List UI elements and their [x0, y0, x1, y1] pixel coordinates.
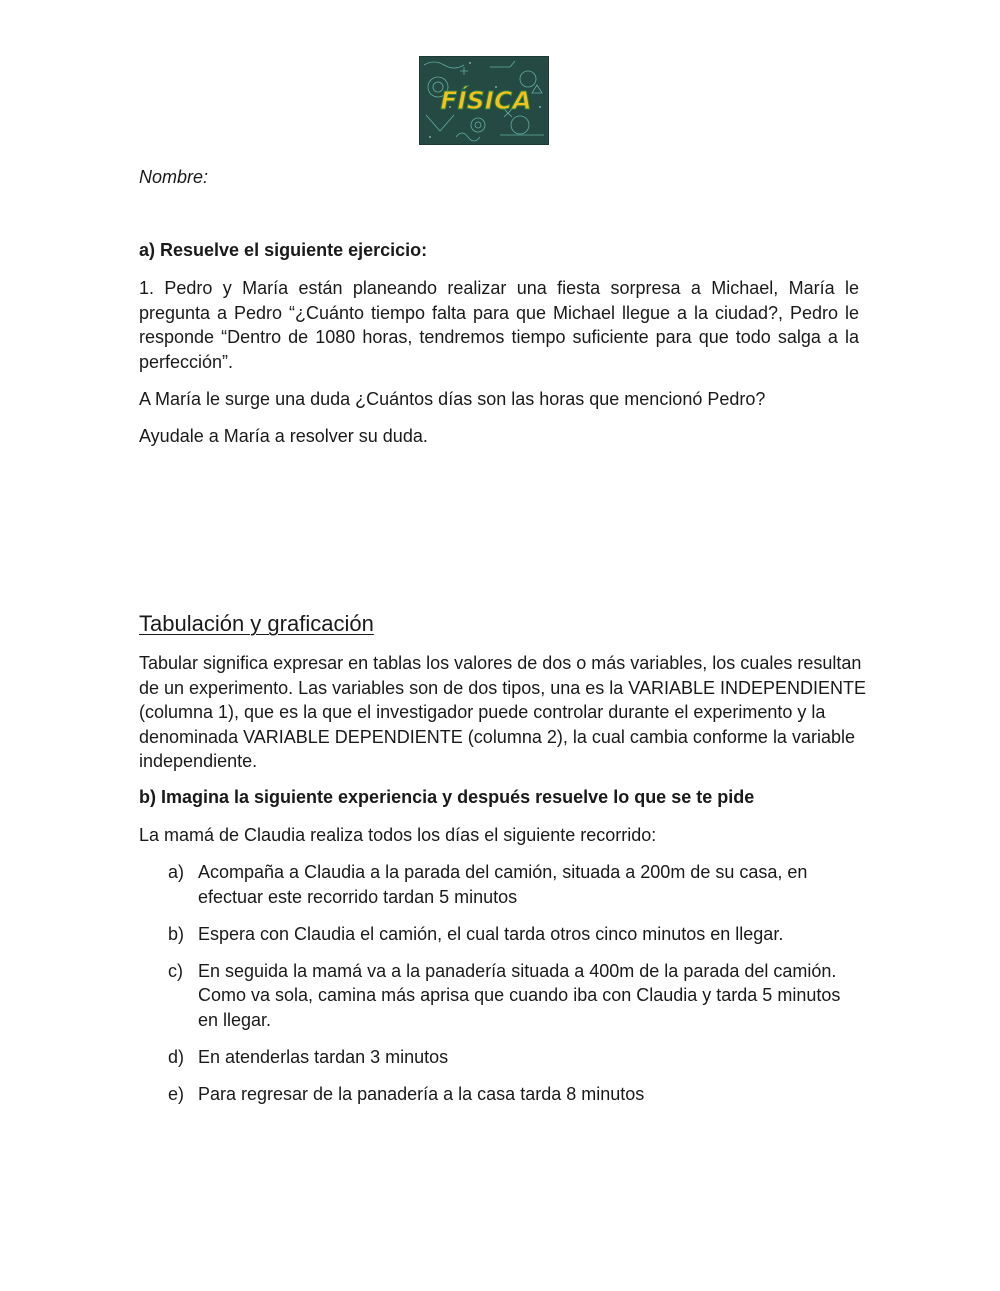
step-letter: a): [168, 862, 185, 882]
step-letter: c): [168, 960, 183, 981]
problem-question: A María le surge una duda ¿Cuántos días son las horas que mencionó Pedro?: [139, 389, 766, 409]
section-a-heading: a) Resuelve el siguiente ejercicio:: [139, 240, 428, 260]
route-step: [139, 860, 859, 909]
route-step: [139, 1082, 859, 1107]
route-step: [139, 1045, 859, 1070]
route-step: [139, 922, 859, 947]
step-letter: b): [168, 923, 185, 944]
step-text: Para regresar de la panadería a la casa tarda 8 minutos: [198, 1083, 645, 1104]
tabulacion-description: Tabular significa expresar en tablas los valores de dos o más variables, los cuales resultan de un experimento. Las variables son de dos tipos, una es la VARIABLE INDEPENDIENTE (columna 1), que es la que el investigador puede controlar durante el experimento y la denominada VARIABLE DEPENDIENTE (columna 2), la cual cambia conforme la variable independiente.: [139, 653, 867, 771]
step-text: Acompaña a Claudia a la parada del camión, situada a 200m de su casa, en efectuar este recorrido tardan 5 minutos: [198, 862, 808, 907]
name-label: Nombre:: [139, 167, 209, 187]
step-text: En seguida la mamá va a la panadería situada a 400m de la parada del camión. Como va sola, camina más aprisa que cuando iba con Claudia y tarda 5 minutos en llegar.: [198, 960, 841, 1030]
tabulacion-title: Tabulación y graficación: [139, 611, 374, 636]
problem-text: 1. Pedro y María están planeando realizar una fiesta sorpresa a Michael, María le pregunta a Pedro “¿Cuánto tiempo falta para que Michael llegue a la ciudad?, Pedro le responde “Dentro de 1080 horas, tendremos tiempo suficiente para que todo salga a la perfección”.: [139, 278, 859, 372]
section-b-heading: b) Imagina la siguiente experiencia y después resuelve lo que se te pide: [139, 787, 755, 807]
section-b-intro: La mamá de Claudia realiza todos los días el siguiente recorrido:: [139, 825, 657, 845]
step-letter: e): [168, 1083, 185, 1104]
fisica-logo-image: [420, 57, 548, 144]
problem-instruction: Ayudale a María a resolver su duda.: [139, 426, 428, 446]
step-text: Espera con Claudia el camión, el cual tarda otros cinco minutos en llegar.: [198, 923, 784, 944]
fisica-logo: [419, 56, 549, 145]
step-letter: d): [168, 1046, 185, 1067]
route-steps-list: [139, 860, 859, 1119]
step-text: En atenderlas tardan 3 minutos: [198, 1046, 449, 1067]
route-step: [139, 959, 859, 1033]
logo-title: FÍSICA: [440, 86, 532, 115]
